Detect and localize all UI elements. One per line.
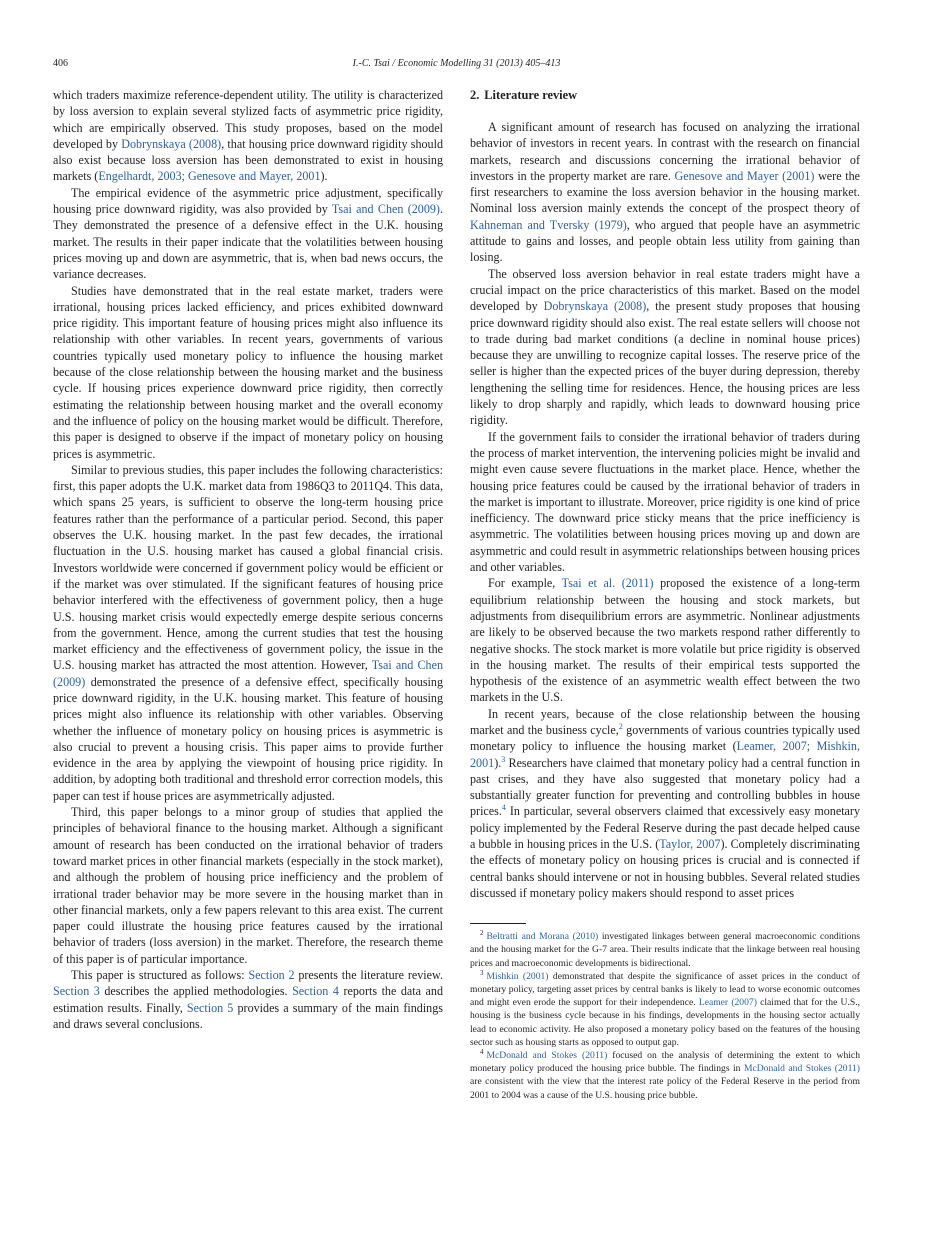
citation-link[interactable]: Dobrynskaya (2008) bbox=[121, 136, 222, 151]
citation-link[interactable]: Tsai et al. (2011) bbox=[561, 576, 654, 591]
paragraph: Studies have demonstrated that in the real estate market, traders were irrational, housing prices lacked efficiency, and prices exhibited downward price rigidity. This important feature of housing prices might also influence its relationship with other variables. In recent years, governments of various countries typically used monetary policy to influence the housing market because of the close relationship between the housing market and the business cycle. If housing prices experience downward price rigidity, then correctly estimating the relationship between housing market and the overall economy and the influence of policy on the housing market would be difficult. Therefore, this paper is designed to observe if the impact of monetary policy on housing prices is asymmetric. bbox=[53, 283, 443, 461]
paragraph: The observed loss aversion behavior in real estate traders might have a crucial impact on the price characteristics of this market. Based on the model developed by Dobrynskaya (2008), the present study proposes that housing price downward rigidity should also exist. The real estate sellers will choose not to trade during bad market conditions (a decline in nominal house prices) because they are unwilling to recognize capital losses. The reserve price of the seller is higher than the expected prices of the buyer during depression, thereby lengthening the selling time for residences. Hence, the housing prices are less likely to drop sharply and rapidly, which leads to downward housing price rigidity. bbox=[470, 266, 861, 428]
citation-link[interactable]: Beltratti and Morana (2010) bbox=[486, 931, 599, 943]
paragraph: Similar to previous studies, this paper includes the following characteristics: first, this paper adopts the U.K. market data from 1986Q3 to 2011Q4. This data, which spans 25 years, is sufficient to observe the long-term housing price features rather than the performance of a particular period. Second, this paper observes the U.K. housing market. In the past few decades, the irrational fluctuation in the U.S. housing market has caused a global financial crisis. Investors worldwide were concerned if government policy would be efficient or if the market was over stimulated. If the significant features of housing price behavior interfered with the effectiveness of government policy, then a huge U.S. housing market crisis would expectedly emerge despite serious concerns from the government. Hence, among the current studies that test the housing market efficiency and the effectiveness of government policy, the issue in the U.S. housing market has attracted the most attention. However, Tsai and Chen (2009) demonstrated the presence of a defensive effect, specifically housing price downward rigidity, in the U.K. housing market. This feature of housing prices might also influence its relationship with other variables. Observing whether the influence of monetary policy on housing prices is asymmetric is also crucial to prevent a housing crisis. This paper aims to provide further evidence in the area by applying the viewpoint of housing price rigidity. In addition, by adopting both traditional and threshold error correction models, this paper can test if house prices are asymmetrically adjusted. bbox=[53, 462, 443, 803]
right-column bbox=[470, 87, 860, 1102]
section-link[interactable]: Section 4 bbox=[292, 984, 339, 999]
citation-link[interactable]: McDonald and Stokes (2011) bbox=[743, 1063, 861, 1075]
footnote-divider bbox=[470, 923, 526, 924]
citation-link[interactable]: Kahneman and Tversky (1979) bbox=[470, 217, 627, 232]
paragraph: The empirical evidence of the asymmetric price adjustment, specifically housing price downward rigidity, was also provided by Tsai and Chen (2009). They demonstrated the presence of a defensive effect in the U.K. housing market. The results in their paper indicate that the volatilities between housing prices moving up and down are asymmetric, that is, when bad news occurs, the variance decreases. bbox=[53, 185, 443, 282]
paragraph: If the government fails to consider the irrational behavior of traders during the process of market intervention, the intervening policies might be invalid and might even cause severe fluctuations in the market place. Hence, whether the housing price features could be caused by the irrational behavior of traders in the market is important to illustrate. Moreover, price rigidity is one kind of price inefficiency. The downward price sticky means that the price inefficiency is asymmetric. The volatilities between housing prices moving up and down are asymmetric and could result in asymmetric relationships between housing prices and other variables. bbox=[470, 429, 860, 575]
paragraph: A significant amount of research has focused on analyzing the irrational behavior of investors in recent years. In contrast with the research on financial markets, research and discussions concerning the irrational behavior of investors in the property market are rare. Genesove and Mayer (2001) were the first researchers to examine the loss aversion behavior in the housing market. Nominal loss aversion mainly extends the concept of the prospect theory of Kahneman and Tversky (1979), who argued that people have an asymmetric attitude to gains and losses, and people obtain less utility from gaining than losing. bbox=[470, 120, 860, 265]
paragraph: For example, Tsai et al. (2011) proposed the existence of a long-term equilibrium relationship between the housing and stock markets, but adjustments from disequilibrium errors are asymmetric. Nonlinear adjustments are likely to be observed because the two markets respond rather differently to negative shocks. The stock market is more volatile but price rigidity is observed in the housing market. The results of their empirical tests supported the hypothesis of the existence of an asymmetric wealth effect between the two markets in the U.S. bbox=[470, 576, 860, 705]
footnote: $^3$ Mishkin (2001) demonstrated that despite the significance of asset prices in the conduct of monetary policy, targeting asset prices by central banks is likely to lead to worse economic outcomes and might even erode the support for their independence. Leamer (2007) claimed that for the U.S., housing is the business cycle because in his findings, developments in the housing sector actually lead to economic activity. He also proposed a monetary policy based on the features of the housing sector such as housing starts as opposed to output gap. bbox=[470, 968, 861, 1048]
footnote: $^4$ McDonald and Stokes (2011) focused on the analysis of determining the extent to which monetary policy produced the housing price bubble. The findings in McDonald and Stokes (2011) are consistent with the view that the interest rate policy of the Federal Reserve in the period from 2001 to 2004 was a cause of the U.S. housing price bubble. bbox=[470, 1048, 861, 1101]
paragraph: In recent years, because of the close relationship between the housing market and the business cycle,$^2$ governments of various countries typically used monetary policy to influence the housing market (Leamer, 2007; Mishkin, 2001).$^3$ Researchers have claimed that monetary policy had a central function in past crises, and they have also suggested that monetary policy had a substantially greater function for preventing and controlling bubbles in house prices.$^4$ In particular, several observers claimed that excessively easy monetary policy implemented by the Federal Reserve during the past decade helped cause a bubble in housing prices in the U.S. (Taylor, 2007). Completely discriminating the effects of monetary policy on housing prices is crucial and is connected if central banks should intervene or not in housing bubbles. Several related studies discussed if monetary policy makers should respond to asset prices bbox=[470, 706, 860, 900]
citation-link[interactable]: Tsai and Chen (2009) bbox=[331, 202, 440, 217]
footnote-number: 3 bbox=[480, 968, 484, 977]
footnote: $^2$ Beltratti and Morana (2010) investigated linkages between general macroeconomic conditions and the housing market for the G-7 area. Their results indicate that the linkage between real housing prices and macroeconomic developments is bidirectional. bbox=[470, 929, 860, 969]
footnote-mark[interactable]: 3 bbox=[501, 754, 506, 764]
footnote-number: 2 bbox=[480, 929, 484, 938]
citation-link[interactable]: Tsai and Chen (2009) bbox=[53, 658, 443, 689]
section-number: 2. bbox=[470, 88, 480, 102]
journal-citation: I.-C. Tsai / Economic Modelling 31 (2013) 405–413 bbox=[352, 58, 561, 69]
citation-link[interactable]: Leamer, 2007; Mishkin, 2001 bbox=[470, 739, 860, 770]
citation-link[interactable]: Mishkin (2001) bbox=[486, 970, 549, 982]
citation-link[interactable]: Leamer (2007) bbox=[698, 997, 757, 1009]
section-link[interactable]: Section 2 bbox=[248, 968, 295, 983]
section-heading bbox=[470, 87, 860, 103]
section-link[interactable]: Section 5 bbox=[186, 1000, 234, 1015]
footnote-mark[interactable]: 2 bbox=[618, 721, 623, 731]
footnote-number: 4 bbox=[480, 1048, 484, 1057]
citation-link[interactable]: Taylor, 2007 bbox=[659, 837, 721, 852]
footnote-mark[interactable]: 4 bbox=[501, 803, 506, 813]
citation-link[interactable]: Genesove and Mayer (2001) bbox=[674, 168, 815, 183]
section-link[interactable]: Section 3 bbox=[53, 984, 100, 999]
citation-link[interactable]: Engelhardt, 2003; Genesove and Mayer, 2001 bbox=[98, 169, 321, 184]
citation-link[interactable]: McDonald and Stokes (2011) bbox=[486, 1050, 608, 1062]
paragraph: which traders maximize reference-dependent utility. The utility is characterized by loss aversion to explain several stylized facts of asymmetric price rigidity, which are empirically observed. This study proposes, based on the model developed by Dobrynskaya (2008), that housing price downward rigidity should also exist because loss aversion has been demonstrated to exist in housing markets (Engelhardt, 2003; Genesove and Mayer, 2001). bbox=[53, 88, 444, 184]
paragraph: Third, this paper belongs to a minor group of studies that applied the principles of behavioral finance to the housing market. Although a significant amount of research has been conducted on the irrational behavior of traders toward market prices in other financial markets (especially in the stock market), and although the problem of housing price inefficiency and the problem of irrational trader behavior may be more severe in the housing market than in other financial markets, only a few papers relevant to this area exist. The current paper could illustrate the housing price features caused by the irrational behavior of traders (loss aversion) in the market. Therefore, the research theme of this paper is of particular importance. bbox=[53, 805, 443, 966]
left-column bbox=[53, 87, 443, 1032]
page-number: 406 bbox=[53, 58, 68, 69]
paragraph: This paper is structured as follows: Section 2 presents the literature review. Section 3 describes the applied methodologies. Section 4 reports the data and estimation results. Finally, Section 5 provides a summary of the main findings and draws several conclusions. bbox=[53, 968, 443, 1031]
section-title: Literature review bbox=[484, 88, 578, 102]
running-header bbox=[53, 57, 860, 71]
citation-link[interactable]: Dobrynskaya (2008) bbox=[543, 299, 647, 314]
